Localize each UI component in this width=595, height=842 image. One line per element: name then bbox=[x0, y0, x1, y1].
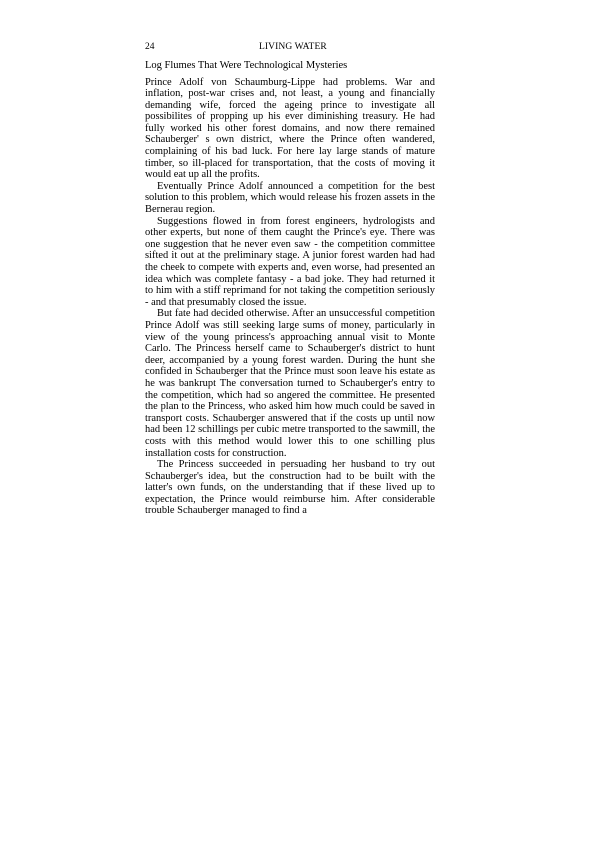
paragraph-4: But fate had decided otherwise. After an unsuccessful competition Prince Adolf was still seeking large sums of money, particularly in view of the young princess's approaching annual visit to Monte Carlo. The Princess herself came to Schauberger's district to hunt deer, accompanied by a young forest warden. During the hunt she confided in Schauberger that the Prince must soon leave his estate as he was bankrupt The conversation turned to Schauberger's entry to the competition, which had so angered the committee. He presented the plan to the Princess, who asked him how much could be saved in transport costs. Schauberger answered that if the costs up until now had been 12 schillings per cubic metre transported to the sawmill, the costs with this method would lower this to one schilling plus installation costs for construction. bbox=[145, 308, 435, 459]
section-title: Log Flumes That Were Technological Mysteries bbox=[145, 60, 348, 71]
body-text bbox=[145, 77, 435, 518]
running-title: LIVING WATER bbox=[259, 42, 327, 52]
page-header bbox=[145, 40, 435, 54]
paragraph-5: The Princess succeeded in persuading her husband to try out Schauberger's idea, but the construction had to be built with the latter's own funds, on the understanding that if these lived up to expectation, the Prince would reimburse him. After considerable trouble Schauberger managed to find a bbox=[145, 459, 435, 517]
page-number: 24 bbox=[145, 42, 155, 52]
paragraph-2: Eventually Prince Adolf announced a competition for the best solution to this problem, which would release his frozen assets in the Bernerau region. bbox=[145, 180, 435, 216]
paragraph-3: Suggestions flowed in from forest engineers, hydrologists and other experts, but none of them caught the Prince's eye. There was one suggestion that he never even saw - the competition committee sifted it out at the preliminary stage. A junior forest warden had had the cheek to compete with experts and, even worse, had presented an idea which was complete fantasy - a bad joke. They had returned it to him with a stiff reprimand for not taking the competition seriously - and that presumably closed the issue. bbox=[145, 215, 435, 308]
paragraph-1: Prince Adolf von Schaumburg-Lippe had problems. War and inflation, post-war crises and, not least, a young and financially demanding wife, forced the ageing prince to investigate all possibilites of propping up his ever diminishing treasury. He had fully worked his other forest domains, and now there remained Schauberger' s own district, where the Prince often wandered, complaining of his bad luck. For here lay large stands of mature timber, so ill-placed for transportation, that the costs of moving it would eat up all the profits. bbox=[145, 76, 435, 181]
